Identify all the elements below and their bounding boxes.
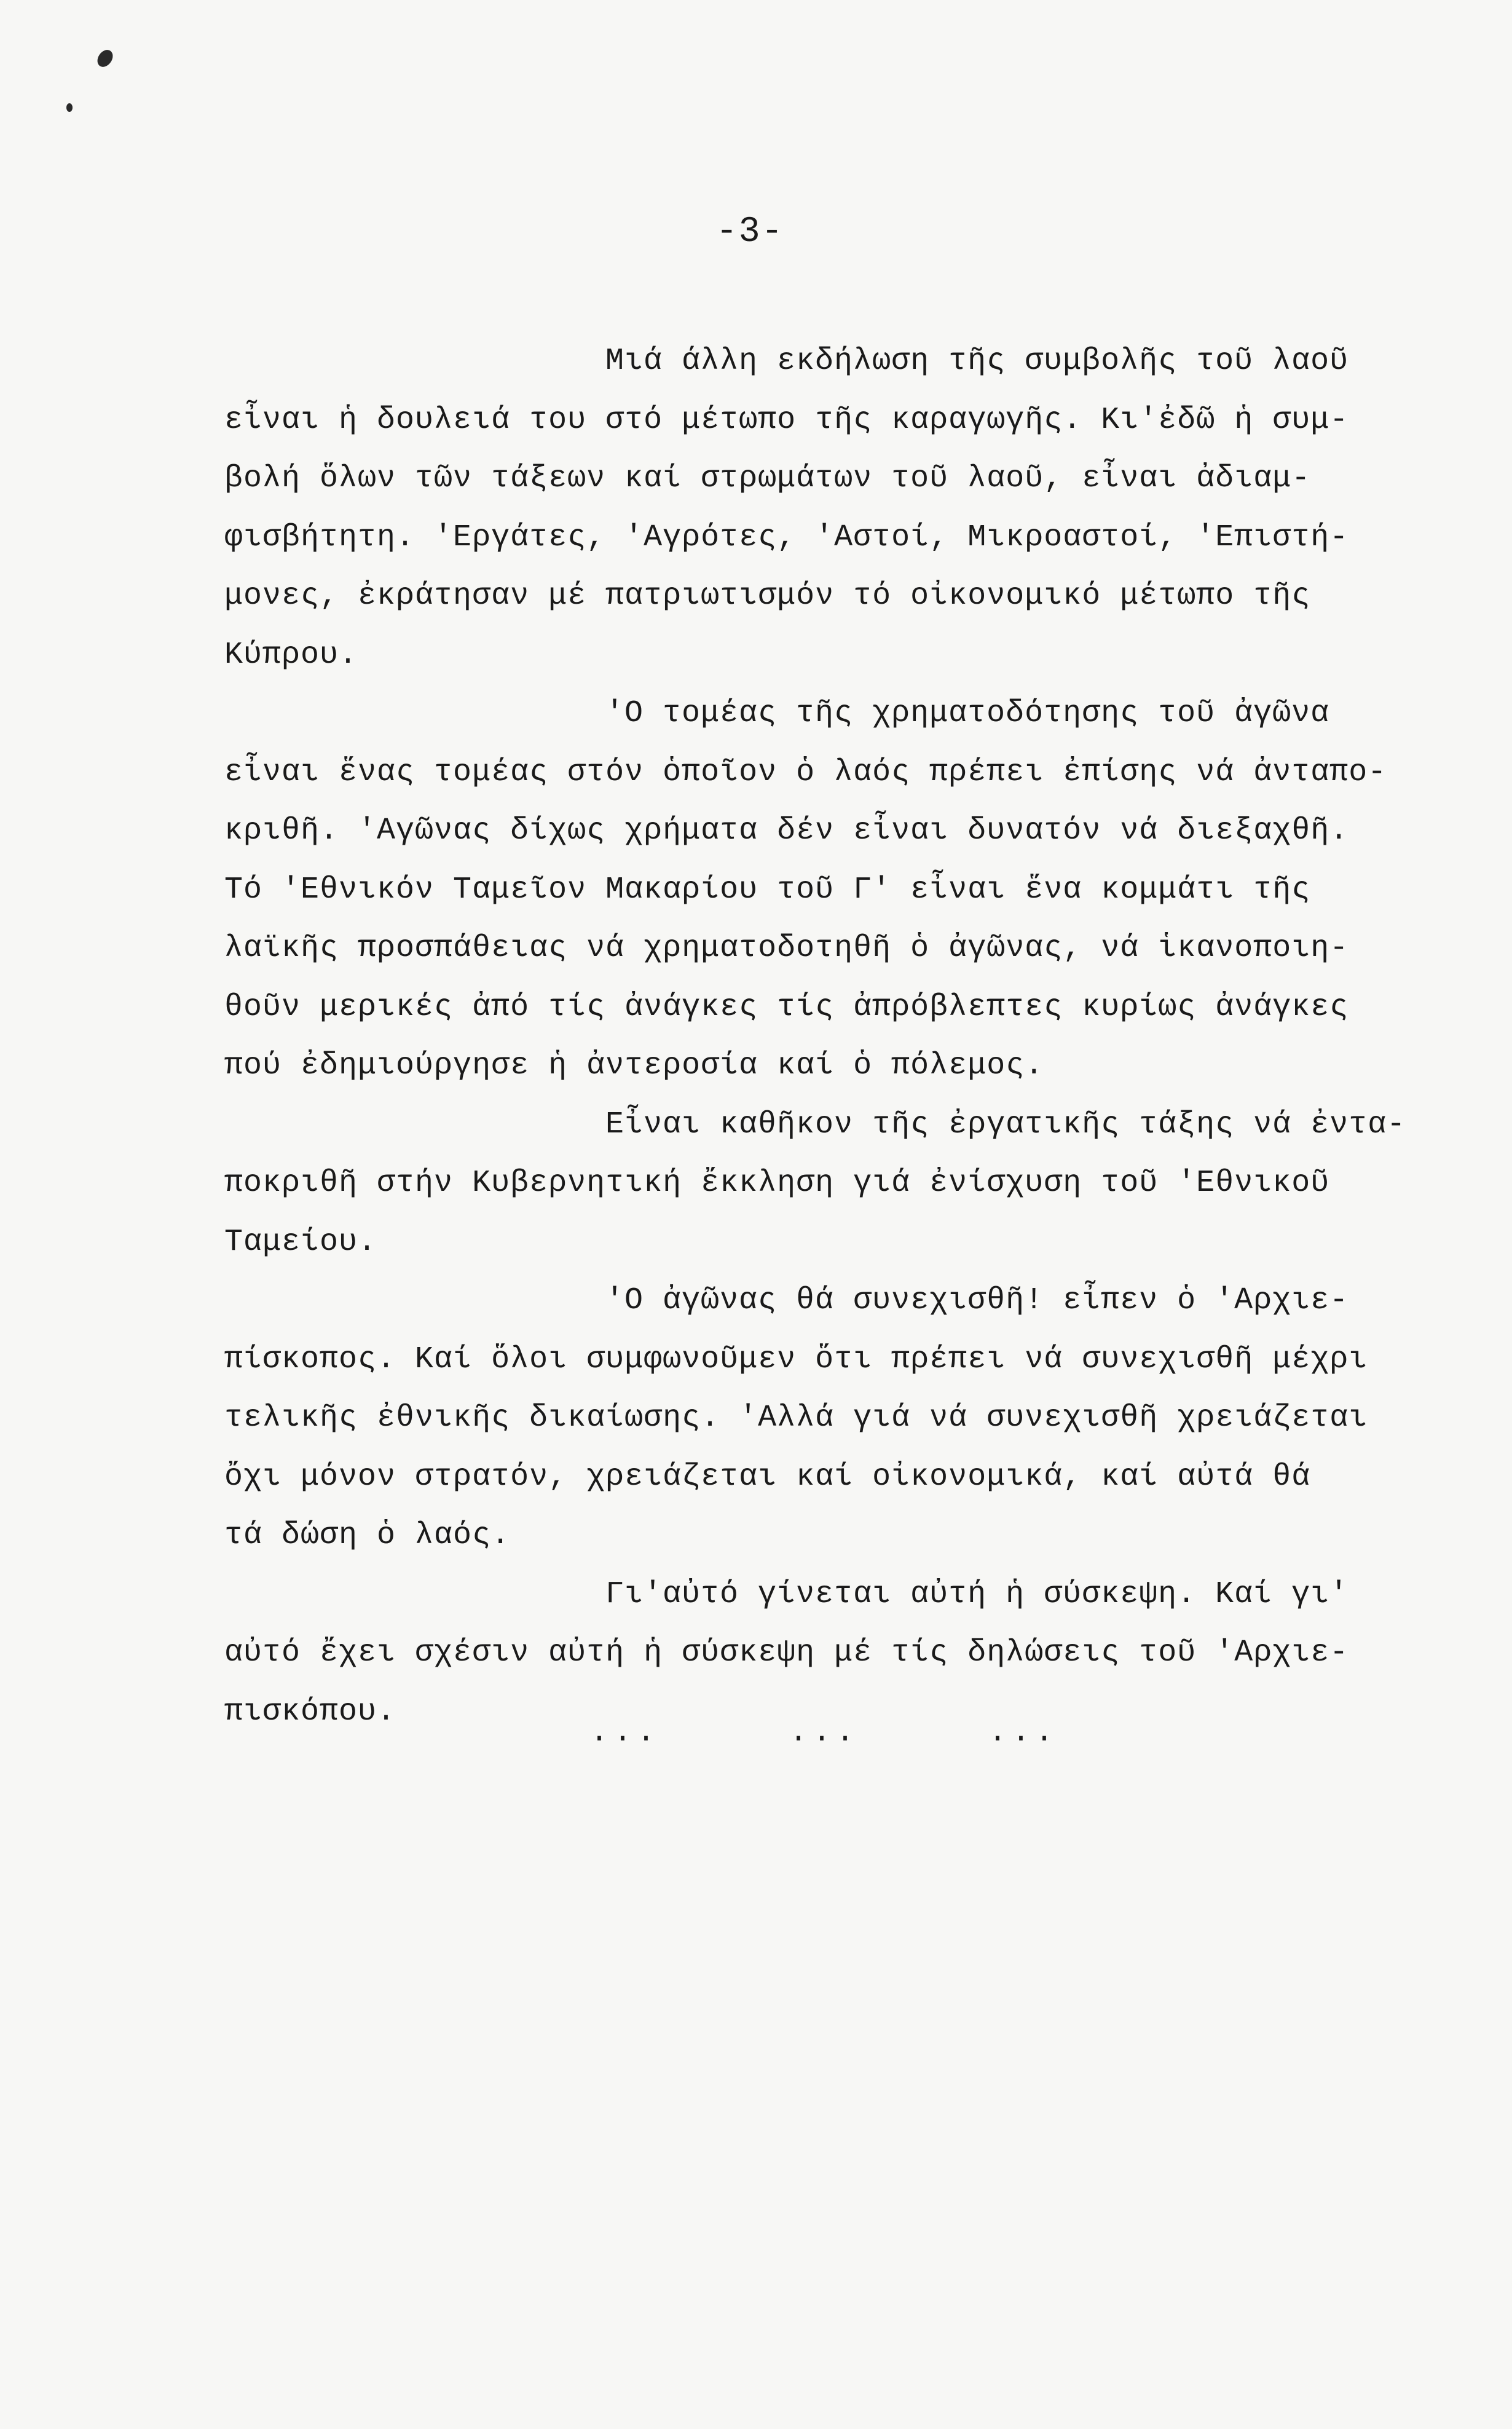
text-line: θοῦν μερικές ἀπό τίς ἀνάγκες τίς ἀπρόβλεπτες κυρίως ἀνάγκες [224, 989, 1349, 1025]
text-line: φισβήτητη. 'Εργάτες, 'Αγρότες, 'Αστοί, Μικροαστοί, 'Επιστή- [224, 519, 1349, 555]
text-line: 'Ο τομέας τῆς χρηματοδότησης τοῦ ἀγῶνα [605, 696, 1330, 731]
ellipsis: ... [988, 1715, 1059, 1750]
text-line: εἶναι ἕνας τομέας στόν ὁποῖον ὁ λαός πρέπει ἐπίσης νά ἀνταπο- [224, 754, 1387, 790]
text-line: 'Ο ἀγῶνας θά συνεχισθῆ! εἶπεν ὁ 'Αρχιε- [605, 1283, 1349, 1318]
ellipsis: ... [789, 1715, 860, 1750]
text-line: Γι'αὐτό γίνεται αὐτή ἡ σύσκεψη. Καί γι' [605, 1576, 1349, 1612]
text-line: Κύπρου. [224, 637, 358, 673]
text-line: πισκόπου. [224, 1694, 396, 1729]
text-line: Ταμείου. [224, 1224, 377, 1260]
text-line: τά δώση ὁ λαός. [224, 1518, 511, 1553]
text-line: Τό 'Εθνικόν Ταμεῖον Μακαρίου τοῦ Γ' εἶναι ἕνα κομμάτι τῆς [224, 872, 1311, 907]
text-line: Μιά άλλη εκδήλωση τῆς συμβολῆς τοῦ λαοῦ [605, 344, 1349, 379]
text-line: ποκριθῆ στήν Κυβερνητική ἔκκληση γιά ἐνίσχυση τοῦ 'Εθνικοῦ [224, 1166, 1330, 1201]
text-line: ὄχι μόνον στρατόν, χρειάζεται καί οἰκονομικά, καί αὐτά θά [224, 1459, 1311, 1495]
text-line: πίσκοπος. Καί ὅλοι συμφωνοῦμεν ὅτι πρέπει νά συνεχισθῆ μέχρι [224, 1341, 1368, 1377]
closing-ellipses [590, 1715, 1058, 1750]
text-line: τελικῆς ἐθνικῆς δικαίωσης. 'Αλλά γιά νά συνεχισθῆ χρειάζεται [224, 1400, 1368, 1436]
ink-mark [94, 47, 116, 69]
text-line: βολή ὅλων τῶν τάξεων καί στρωμάτων τοῦ λαοῦ, εἶναι ἀδιαμ- [224, 461, 1311, 496]
text-line: πού ἐδημιούργησε ἡ ἀντεροσία καί ὁ πόλεμος. [224, 1048, 1044, 1083]
text-line: εἶναι ἡ δουλειά του στό μέτωπο τῆς καραγωγῆς. Κι'ἐδῶ ἡ συμ- [224, 402, 1349, 438]
text-line: μονες, ἐκράτησαν μέ πατριωτισμόν τό οἰκονομικό μέτωπο τῆς [224, 579, 1311, 614]
text-line: αὐτό ἔχει σχέσιν αὐτή ἡ σύσκεψη μέ τίς δηλώσεις τοῦ 'Αρχιε- [224, 1635, 1349, 1670]
text-line: Εἶναι καθῆκον τῆς ἐργατικῆς τάξης νά ἐντα- [605, 1107, 1406, 1142]
page-number: -3- [716, 212, 784, 252]
text-line: λαϊκῆς προσπάθειας νά χρηματοδοτηθῆ ὁ ἀγῶνας, νά ἱκανοποιη- [224, 931, 1349, 966]
ink-mark [66, 103, 73, 112]
ellipsis: ... [590, 1715, 661, 1750]
text-line: κριθῆ. 'Αγῶνας δίχως χρήματα δέν εἶναι δυνατόν νά διεξαχθῆ. [224, 813, 1349, 848]
body-text [224, 332, 1406, 1741]
